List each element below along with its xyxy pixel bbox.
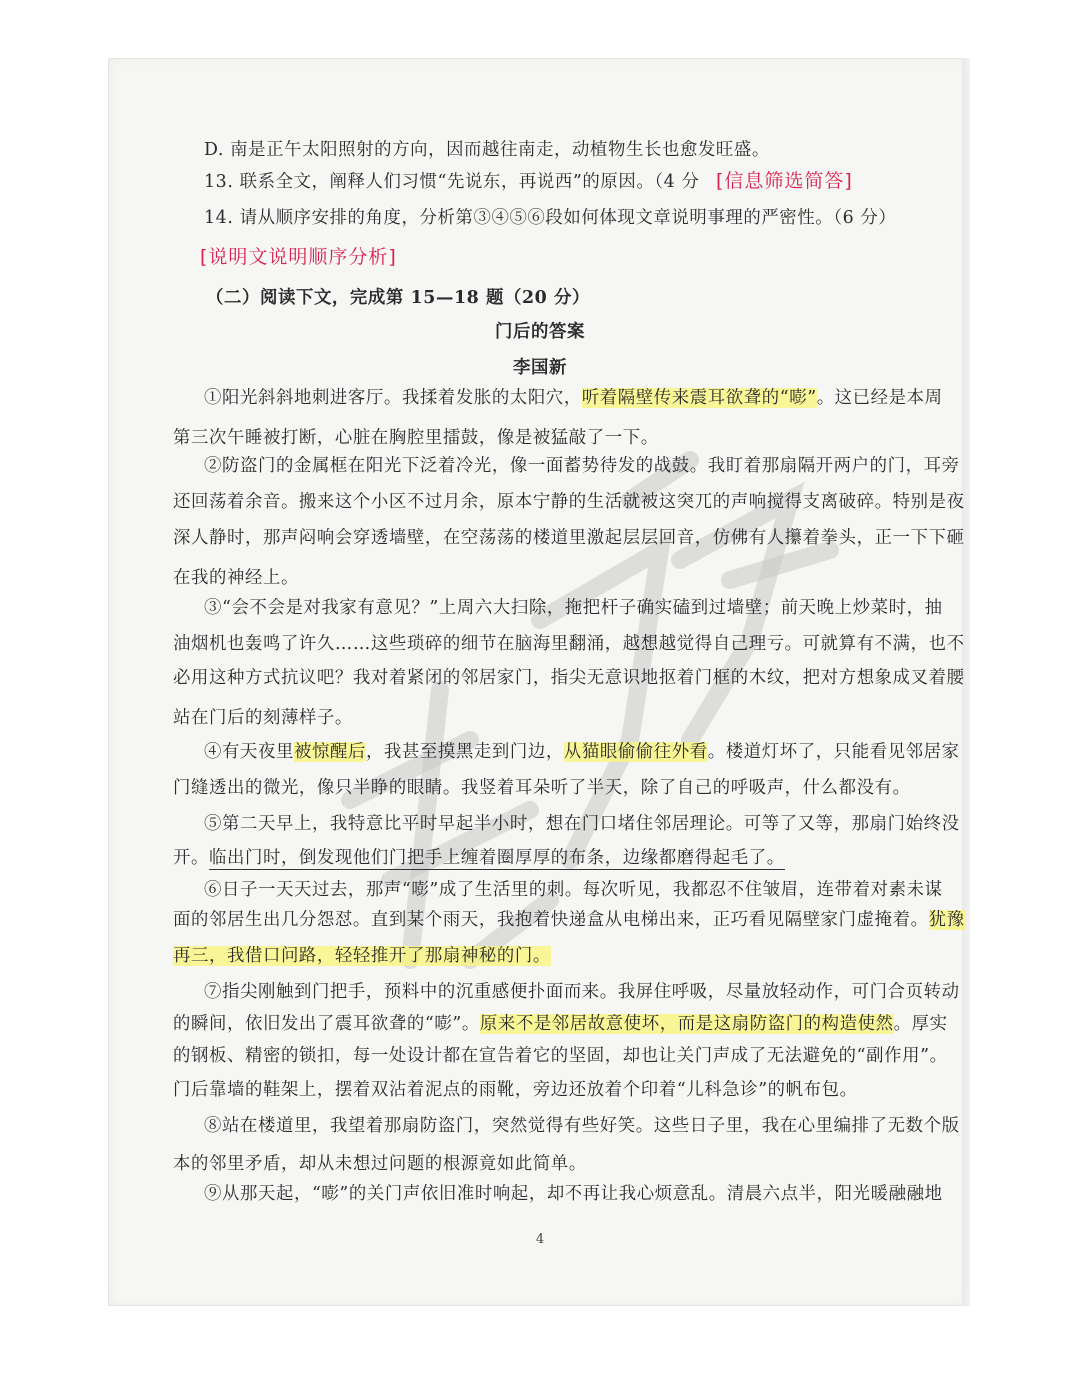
text-run: 。这已经是本周 — [816, 388, 943, 408]
paragraph-4-line-2: 门缝透出的微光，像只半睁的眼睛。我竖着耳朵听了半天，除了自己的呼吸声，什么都没有。 — [173, 778, 911, 798]
paragraph-1-line-2: 第三次午睡被打断，心脏在胸腔里擂鼓，像是被猛敲了一下。 — [173, 428, 659, 448]
question-13 — [204, 170, 699, 194]
paragraph-5-line-2 — [173, 846, 785, 870]
highlight: 再三，我借口问路，轻轻推开了那扇神秘的门。 — [173, 946, 551, 966]
paragraph-1-line-1 — [204, 386, 943, 410]
highlight: 原来不是邻居故意使坏，而是这扇防盗门的构造使然 — [479, 1014, 894, 1034]
paragraph-7-line-2 — [173, 1012, 948, 1036]
paragraph-2-line-1: ②防盗门的金属框在阳光下泛着冷光，像一面蓄势待发的战鼓。我盯着那扇隔开两户的门，耳旁 — [204, 456, 960, 476]
text-run: ，我甚至摸黑走到门边， — [365, 742, 564, 762]
handwritten-note-q14: [说明文说明顺序分析] — [200, 246, 397, 268]
paragraph-6-line-2 — [173, 908, 965, 932]
text-run: 。楼道灯坏了，只能看见邻居家 — [707, 742, 960, 762]
paragraph-4-line-1 — [204, 740, 960, 764]
paragraph-9-line-1: ⑨从那天起，“嘭”的关门声依旧准时响起，却不再让我心烦意乱。清晨六点半，阳光暖融融地 — [204, 1184, 943, 1204]
text-run: 面的邻居生出几分怨怼。直到某个雨天，我抱着快递盒从电梯出来，正巧看见隔壁家门虚掩着。 — [173, 910, 929, 930]
highlight: 犹豫 — [928, 910, 965, 930]
article-title: 门后的答案 — [495, 322, 585, 342]
highlight: 从猫眼偷偷往外看 — [563, 742, 708, 762]
article-author: 李国新 — [513, 358, 567, 378]
text-run: ①阳光斜斜地刺进客厅。我揉着发胀的太阳穴， — [204, 388, 582, 408]
paragraph-5-line-1: ⑤第二天早上，我特意比平时早起半小时，想在门口堵住邻居理论。可等了又等，那扇门始终没 — [204, 814, 960, 834]
paragraph-7-line-3: 的钢板、精密的锁扣，每一处设计都在宣告着它的坚固，却也让关门声成了无法避免的“副作用”。 — [173, 1046, 948, 1066]
question-14: 14. 请从顺序安排的角度，分析第③④⑤⑥段如何体现文章说明事理的严密性。（6 分） — [204, 208, 897, 228]
page-number: 4 — [535, 1232, 545, 1247]
highlight: 被惊醒后 — [293, 742, 366, 762]
text-run: 开。 — [173, 848, 209, 868]
paragraph-6-line-1: ⑥日子一天天过去，那声“嘭”成了生活里的刺。每次听见，我都忍不住皱眉，连带着对素未谋 — [204, 880, 943, 900]
paragraph-6-line-3 — [173, 944, 551, 968]
paragraph-3-line-1: ③“会不会是对我家有意见？”上周六大扫除，拖把杆子确实磕到过墙壁；前天晚上炒菜时，抽 — [204, 598, 943, 618]
paragraph-7-line-1: ⑦指尖刚触到门把手，预料中的沉重感便扑面而来。我屏住呼吸，尽量放轻动作，可门合页转动 — [204, 982, 960, 1002]
paragraph-3-line-3: 必用这种方式抗议吧？我对着紧闭的邻居家门，指尖无意识地抠着门框的木纹，把对方想象成叉着腰 — [173, 668, 965, 688]
paragraph-7-line-4: 门后靠墙的鞋架上，摆着双沾着泥点的雨靴，旁边还放着个印着“儿科急诊”的帆布包。 — [173, 1080, 858, 1100]
section-heading: （二）阅读下文，完成第 15—18 题（20 分） — [206, 288, 591, 308]
option-d: D. 南是正午太阳照射的方向，因而越往南走，动植物生长也愈发旺盛。 — [204, 140, 770, 160]
paragraph-3-line-4: 站在门后的刻薄样子。 — [173, 708, 353, 728]
highlight: 听着隔壁传来震耳欲聋的“嘭” — [581, 388, 817, 408]
paragraph-2-line-3: 深人静时，那声闷响会穿透墙壁，在空荡荡的楼道里激起层层回音，仿佛有人攥着拳头，正一下下砸 — [173, 528, 965, 548]
paragraph-2-line-4: 在我的神经上。 — [173, 568, 299, 588]
paragraph-3-line-2: 油烟机也轰鸣了许久……这些琐碎的细节在脑海里翻涌，越想越觉得自己理亏。可就算有不满，也不 — [173, 634, 965, 654]
question-13-text: 13. 联系全文，阐释人们习惯“先说东，再说西”的原因。（4 分 — [204, 172, 700, 192]
handwritten-note-q13: [信息筛选简答] — [716, 170, 853, 192]
paragraph-8-line-2: 本的邻里矛盾，却从未想过问题的根源竟如此简单。 — [173, 1154, 587, 1174]
text-run: ④有天夜里 — [204, 742, 294, 762]
text-run: 。厚实 — [893, 1014, 948, 1034]
underline: 临出门时，倒发现他们门把手上缠着圈厚厚的布条，边缘都磨得起毛了。 — [208, 848, 785, 868]
text-run: 的瞬间，依旧发出了震耳欲聋的“嘭”。 — [173, 1014, 480, 1034]
paragraph-8-line-1: ⑧站在楼道里，我望着那扇防盗门，突然觉得有些好笑。这些日子里，我在心里编排了无数个版 — [204, 1116, 960, 1136]
paragraph-2-line-2: 还回荡着余音。搬来这个小区不过月余，原本宁静的生活就被这突兀的声响搅得支离破碎。特别是夜 — [173, 492, 965, 512]
